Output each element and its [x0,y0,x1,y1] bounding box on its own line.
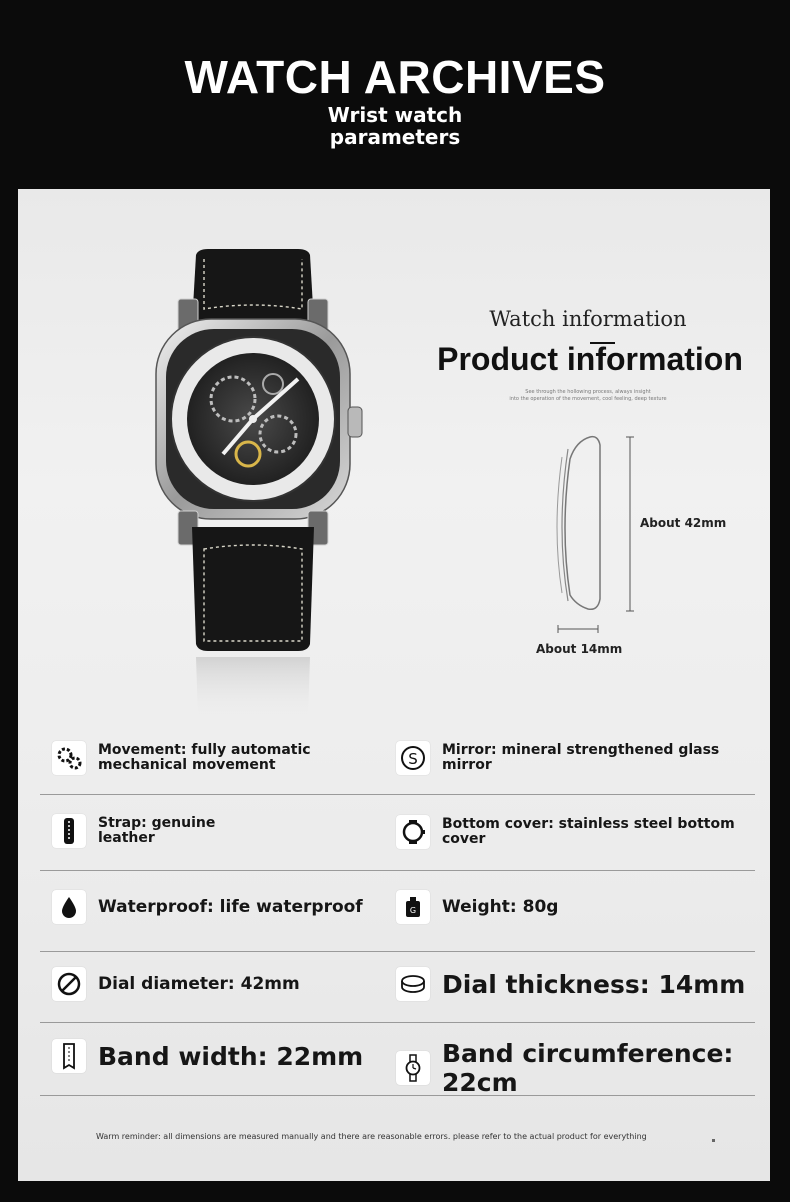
water-drop-icon [52,890,86,924]
product-panel [18,189,770,1181]
spec-weight-text: Weight: 80g [442,897,559,917]
decorative-dot [712,1139,715,1142]
spec-band-width [52,1039,363,1073]
band-icon [52,1039,86,1073]
s-circle-icon [396,741,430,775]
wristwatch-icon [396,1051,430,1085]
spec-dial-thickness-text: Dial thickness: 14mm [442,969,746,999]
spec-band-circumference-text: Band circumference: 22cm [442,1039,734,1097]
info-note-line-1: See through the hollowing process, always insight [525,389,651,395]
diameter-icon [52,967,86,1001]
width-dimension-label: About 14mm [536,642,623,656]
spec-strap [52,814,215,848]
info-note [488,389,688,403]
warm-reminder: Warm reminder: all dimensions are measured manually and there are reasonable errors. please refer to the actual product for everything [96,1132,647,1141]
spec-bottom-cover-text: Bottom cover: stainless steel bottom cover [442,816,735,847]
strap-icon [52,814,86,848]
thickness-icon [396,967,430,1001]
page-title: WATCH ARCHIVES [184,51,606,103]
info-note-line-2: into the operation of the movement, cool feeling, deep texture [509,396,667,402]
gears-icon [52,741,86,775]
spec-dial-diameter-text: Dial diameter: 42mm [98,974,300,994]
watch-case-icon [396,815,430,849]
spec-mirror [396,741,770,775]
spec-strap-line-2: leather [98,830,155,846]
watch-product-image [148,249,388,719]
spec-waterproof [52,890,363,924]
spec-waterproof-text: Waterproof: life waterproof [98,897,363,917]
spec-band-circumference [396,1039,770,1097]
spec-band-width-text: Band width: 22mm [98,1041,364,1071]
svg-text:S: S [408,750,418,768]
subtitle-line-1: Wrist watch [327,103,463,127]
spec-weight [396,890,558,924]
svg-text:G: G [409,906,417,915]
spec-movement [52,741,311,775]
height-dimension-label: About 42mm [640,516,727,530]
spec-dial-thickness [396,967,745,1001]
spec-mirror-text: Mirror: mineral strengthened glass mirror [442,742,720,773]
info-script-title: Watch information [489,307,687,331]
watch-profile-diagram [548,429,658,639]
spec-bottom-cover [396,815,770,849]
spec-strap-line-1: Strap: genuine [98,815,216,831]
spec-dial-diameter [52,967,300,1001]
info-title: Product information [437,341,743,377]
subtitle-line-2: parameters [329,125,461,149]
spec-movement-line-2: mechanical movement [98,757,276,773]
weight-icon [396,890,430,924]
page-subtitle [0,104,790,148]
spec-movement-line-1: Movement: fully automatic [98,742,311,758]
